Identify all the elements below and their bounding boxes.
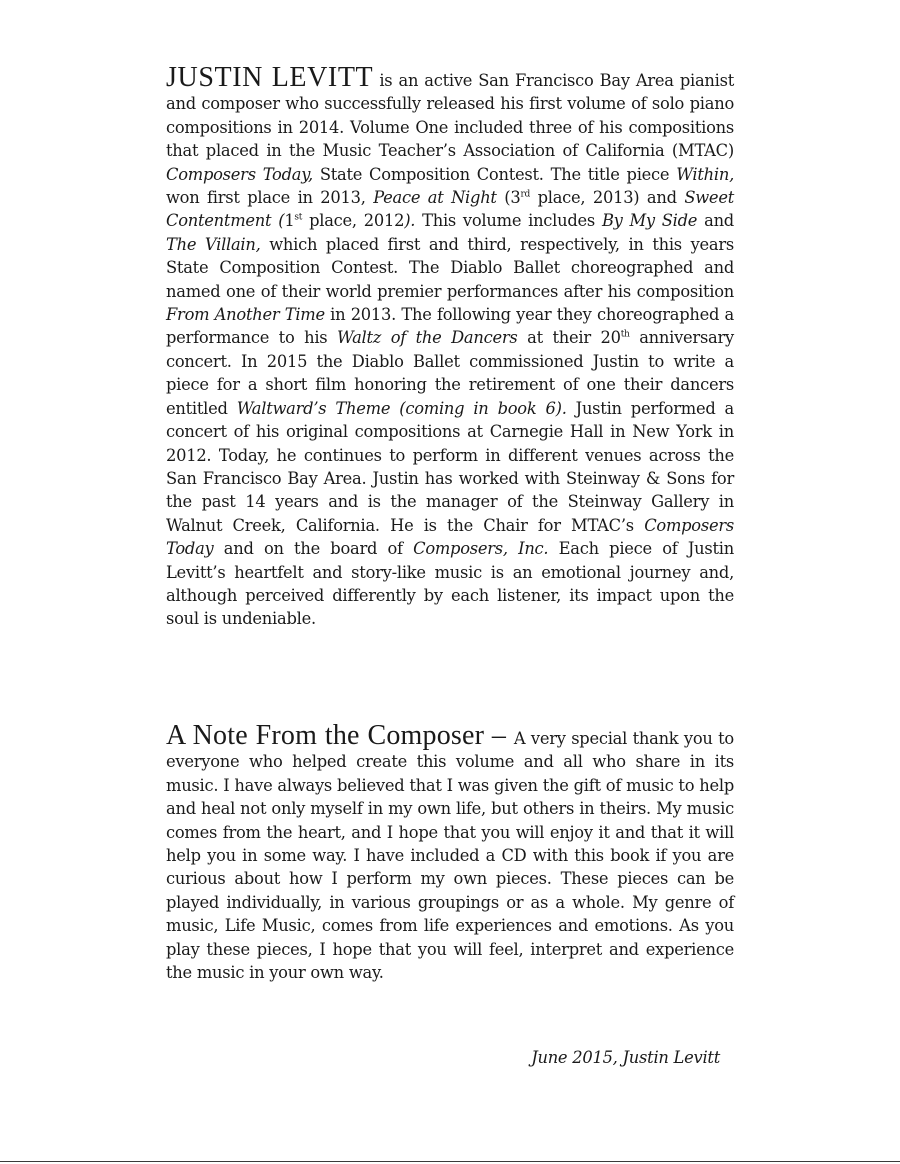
bio-text-4a: (3 bbox=[496, 188, 521, 208]
bio-text-1: is an active San Francisco Bay Area pianist and composer who successfully released his first volume of solo piano compositions in 2014. Volume One included three of his compositions that placed in the Music Teacher’s Association of California (MTAC) bbox=[166, 71, 734, 161]
bio-superscript-th: th bbox=[620, 330, 630, 341]
bio-text-10a: at their 20 bbox=[517, 328, 621, 348]
page-bottom-rule bbox=[0, 1161, 900, 1162]
bio-text-10b: anniversary concert. In 2015 the Diablo Ballet commissioned Justin to write a piece for a short film honoring the retirement of one their dancers entitled bbox=[166, 328, 734, 418]
bio-text-8: which placed first and third, respectively, in this years State Composition Contest. The Diablo Ballet choreographed and named one of their world premier performances after his composition bbox=[166, 234, 734, 301]
bio-italic-close: ). bbox=[404, 211, 416, 231]
bio-text-3: won first place in 2013, bbox=[166, 188, 374, 208]
bio-superscript-rd: rd bbox=[520, 189, 531, 200]
bio-title-waltz-of-the-dancers: Waltz of the Dancers bbox=[337, 328, 518, 348]
composer-note-paragraph bbox=[166, 720, 734, 984]
bio-title-peace-at-night: Peace at Night bbox=[373, 188, 497, 208]
bio-title-sweet-contentment: Sweet Contentment ( bbox=[166, 188, 734, 231]
bio-text-5a: 1 bbox=[284, 211, 295, 231]
bio-text-12: and on the board of bbox=[213, 539, 414, 559]
bio-superscript-st: st bbox=[294, 213, 303, 224]
bio-title-composers-today-2: Composers Today bbox=[166, 515, 734, 559]
bio-text-7: and bbox=[697, 211, 734, 231]
bio-text-11: Justin performed a concert of his original compositions at Carnegie Hall in New York in 2012. Today, he continues to perform in different venues across the San Francisco Bay Area. Justin has worked with Steinway & Sons for the past 14 years and is the manager of the Steinway Gallery in Walnut Creek, California. He is the Chair for MTAC’s bbox=[166, 398, 734, 535]
composer-note-body: A very special thank you to everyone who helped create this volume and all who share in its music. I have always believed that I was given the gift of music to help and heal not only myself in my own life, but others in theirs. My music comes from the heart, and I hope that you will enjoy it and that it will help you in some way. I have included a CD with this book if you are curious about how I perform my own pieces. These pieces can be played individually, in various groupings or as a whole. My genre of music, Life Music, comes from life experiences and emotions. As you play these pieces, I hope that you will feel, interpret and experience the music in your own way. bbox=[166, 729, 734, 983]
bio-title-composers-today: Composers Today, bbox=[166, 164, 313, 184]
bio-text-4b: place, 2013) and bbox=[530, 188, 685, 208]
bio-title-the-villain: The Villain, bbox=[166, 234, 261, 254]
bio-title-waltwards-theme: Waltward’s Theme (coming in book 6). bbox=[236, 398, 567, 418]
bio-title-composers-inc: Composers, Inc. bbox=[413, 539, 549, 559]
bio-text-2: State Composition Contest. The title piece bbox=[312, 164, 677, 184]
bio-name-heading: JUSTIN LEVITT bbox=[166, 62, 374, 93]
bio-text-5b: place, 2012 bbox=[302, 211, 405, 231]
bio-title-by-my-side: By My Side bbox=[601, 211, 698, 231]
bio-text-13: Each piece of Justin Levitt’s heartfelt and story-like music is an emotional journey and, although perceived differently by each listener, its impact upon the soul is undeniable. bbox=[166, 539, 734, 629]
bio-paragraph bbox=[166, 62, 734, 631]
bio-title-within: Within, bbox=[676, 164, 734, 184]
bio-text-6: This volume includes bbox=[415, 211, 602, 231]
composer-note-heading: A Note From the Composer – bbox=[166, 720, 514, 751]
bio-text-9: in 2013. The following year they choreographed a performance to his bbox=[166, 305, 734, 348]
bio-title-from-another-time: From Another Time bbox=[166, 305, 325, 325]
signature-line: June 2015, Justin Levitt bbox=[531, 1048, 720, 1067]
